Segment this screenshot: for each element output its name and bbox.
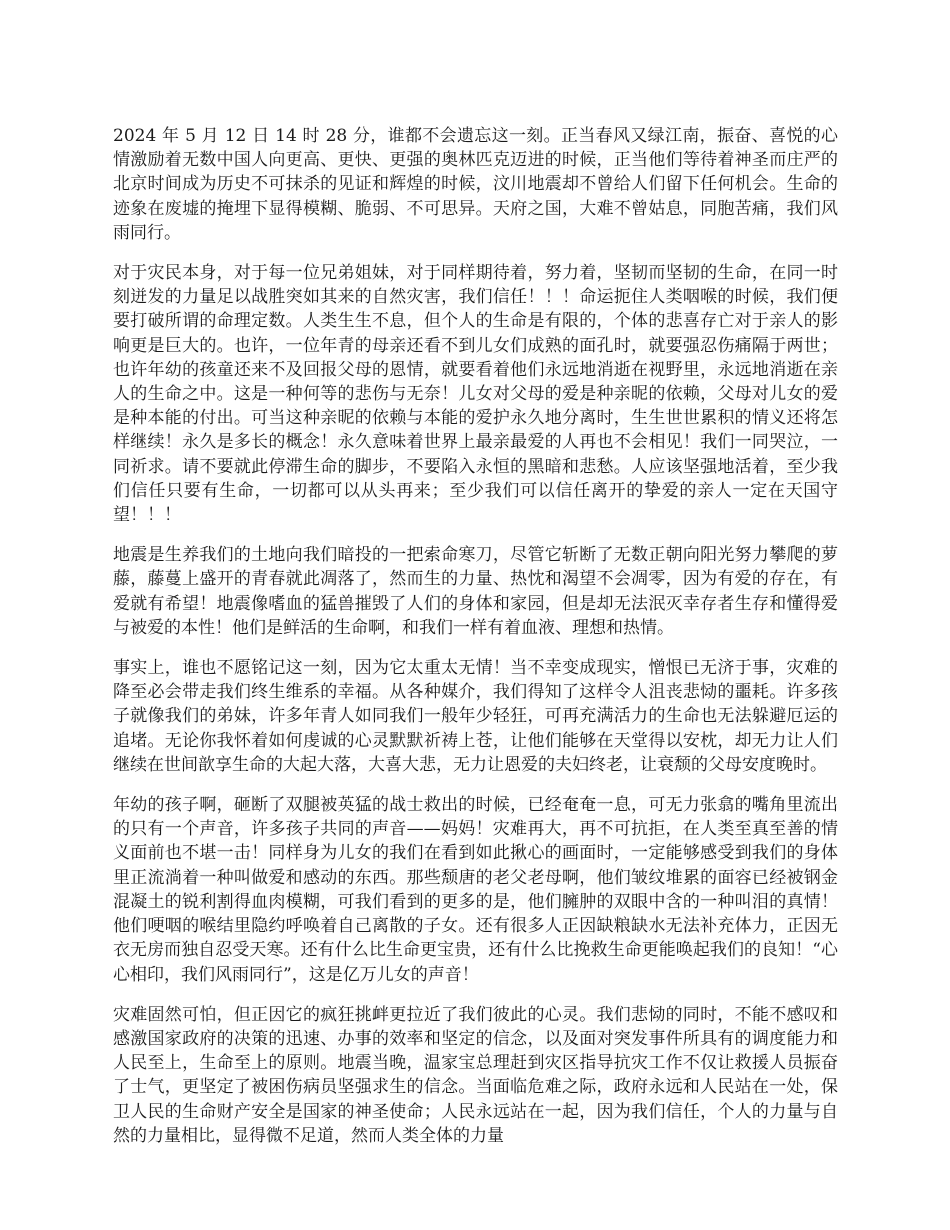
paragraph-4: 事实上，谁也不愿铭记这一刻，因为它太重太无情！当不幸变成现实，憎恨已无济于事，灾难的降至必会带走我们终生维系的幸福。从各种媒介，我们得知了这样令人沮丧悲恸的噩耗。许多孩子就像我们的弟妹，许多年青人如同我们一般年少轻狂，可再充满活力的生命也无法躲避厄运的追堵。无论你我怀着如何虔诚的心灵默默祈祷上苍，让他们能够在天堂得以安枕，却无力让人们继续在世间歆享生命的大起大落，大喜大悲，无力让恩爱的夫妇终老，让衰颓的父母安度晚时。 <box>113 658 838 775</box>
document-body <box>113 124 838 1164</box>
paragraph-5: 年幼的孩子啊，砸断了双腿被英猛的战士救出的时候，已经奄奄一息，可无力张翕的嘴角里流出的只有一个声音，许多孩子共同的声音——妈妈！灾难再大，再不可抗拒，在人类至真至善的情义面前也不堪一击！同样身为儿女的我们在看到如此揪心的画面时，一定能够感受到我们的身体里正流淌着一种叫做爱和感动的东西。那些颓唐的老父老母啊，他们皱纹堆累的面容已经被钢金混凝土的锐利割得血肉模糊，可我们看到的更多的是，他们臃肿的双眼中含的一种叫泪的真情！他们哽咽的喉结里隐约呼唤着自己离散的子女。还有很多人正因缺粮缺水无法补充体力，正因无衣无房而独自忍受天寒。还有什么比生命更宝贵，还有什么比挽救生命更能唤起我们的良知！“心心相印，我们风雨同行”，这是亿万儿女的声音！ <box>113 795 838 985</box>
paragraph-2: 对于灾民本身，对于每一位兄弟姐妹，对于同样期待着，努力着，坚韧而坚韧的生命，在同一时刻迸发的力量足以战胜突如其来的自然灾害，我们信任！！！命运扼住人类咽喉的时候，我们便要打破所谓的命理定数。人类生生不息，但个人的生命是有限的，个体的悲喜存亡对于亲人的影响更是巨大的。也许，一位年青的母亲还看不到儿女们成熟的面孔时，就要强忍伤痛隔于两世；也许年幼的孩童还来不及回报父母的恩情，就要看着他们永远地消逝在视野里，永远地消逝在亲人的生命之中。这是一种何等的悲伤与无奈！儿女对父母的爱是种亲昵的依赖，父母对儿女的爱是种本能的付出。可当这种亲昵的依赖与本能的爱护永久地分离时，生生世世累积的情义还将怎样继续！永久是多长的概念！永久意味着世界上最亲最爱的人再也不会相见！我们一同哭泣，一同祈求。请不要就此停滞生命的脚步，不要陷入永恒的黑暗和悲愁。人应该坚强地活着，至少我们信任只要有生命，一切都可以从头再来；至少我们可以信任离开的挚爱的亲人一定在天国守望！！！ <box>113 263 838 526</box>
paragraph-1: 2024 年 5 月 12 日 14 时 28 分，谁都不会遗忘这一刻。正当春风又绿江南，振奋、喜悦的心情激励着无数中国人向更高、更快、更强的奥林匹克迈进的时候，正当他们等待着神圣而庄严的北京时间成为历史不可抹杀的见证和辉煌的时候，汶川地震却不曾给人们留下任何机会。生命的迹象在废墟的掩埋下显得模糊、脆弱、不可思异。天府之国，大难不曾姑息，同胞苦痛，我们风雨同行。 <box>113 126 838 243</box>
paragraph-3: 地震是生养我们的土地向我们暗投的一把索命寒刀，尽管它斩断了无数正朝向阳光努力攀爬的萝藤，藤蔓上盛开的青春就此凋落了，然而生的力量、热忱和渴望不会凋零，因为有爱的存在，有爱就有希望！地震像嗜血的猛兽摧毁了人们的身体和家园，但是却无法泯灭幸存者生存和懂得爱与被爱的本性！他们是鲜活的生命啊，和我们一样有着血液、理想和热情。 <box>113 545 838 638</box>
paragraph-6: 灾难固然可怕，但正因它的疯狂挑衅更拉近了我们彼此的心灵。我们悲恸的同时，不能不感叹和感激国家政府的决策的迅速、办事的效率和坚定的信念，以及面对突发事件所具有的调度能力和人民至上，生命至上的原则。地震当晚，温家宝总理赶到灾区指导抗灾工作不仅让救援人员振奋了士气，更坚定了被困伤病员坚强求生的信念。当面临危难之际，政府永远和人民站在一处，保卫人民的生命财产安全是国家的神圣使命；人民永远站在一起，因为我们信任，个人的力量与自然的力量相比，显得微不足道，然而人类全体的力量 <box>113 1004 838 1146</box>
